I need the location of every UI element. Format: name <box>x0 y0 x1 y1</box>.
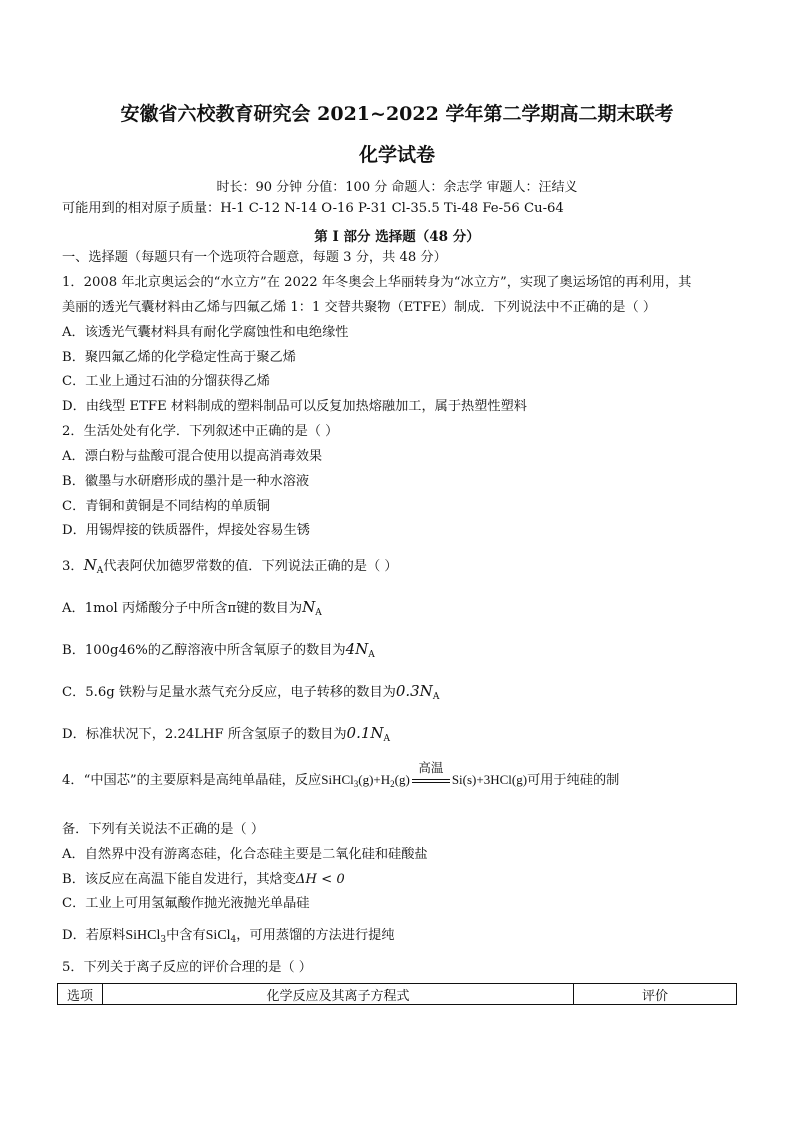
q4-tail-text: 可用于纯硅的制 <box>527 773 620 788</box>
q3-option-d-text: D．标准状况下，2.24LHF 所含氢原子的数目为 <box>62 727 347 742</box>
q3-option-c <box>62 682 439 703</box>
q3-option-d <box>62 724 390 745</box>
q4-option-d-formula2: SiCl <box>205 928 231 943</box>
q4-option-b-value: ΔH < 0 <box>295 872 345 887</box>
q3-option-b-value: 4N <box>345 640 369 658</box>
q2-option-b: B．徽墨与水研磨形成的墨汁是一种水溶液 <box>62 474 310 489</box>
q3-option-a <box>62 598 322 619</box>
q4-option-a: A．自然界中没有游离态硅，化合态硅主要是二氧化硅和硅酸盐 <box>62 847 428 862</box>
q4-eq-reactant2-sub: 2 <box>390 779 395 789</box>
q3-option-a-value: N <box>302 598 316 616</box>
q3-option-b-text: B．100g46%的乙醇溶液中所含氧原子的数目为 <box>62 643 346 658</box>
q4-eq-reactant1: SiHCl <box>321 772 354 787</box>
q3-number: 3． <box>62 559 84 574</box>
q3-option-c-text: C．5.6g 铁粉与足量水蒸气充分反应，电子转移的数目为 <box>62 685 396 700</box>
q3-option-d-value: 0.1N <box>346 724 384 742</box>
table-header-row <box>58 984 737 1005</box>
table-header-cell: 化学反应及其离子方程式 <box>103 984 574 1005</box>
q4-option-d-mid: 中含有 <box>166 928 206 943</box>
q3-option-b-subscript: A <box>368 650 375 660</box>
q1-option-a: A．该透光气囊材料具有耐化学腐蚀性和电绝缘性 <box>62 325 349 340</box>
q3-option-d-subscript: A <box>383 734 391 744</box>
q4-option-b-text: B．该反应在高温下能自发进行，其焓变 <box>62 872 296 887</box>
q1-option-c: C．工业上通过石油的分馏获得乙烯 <box>62 374 270 389</box>
part-title: 第 I 部分 选择题（48 分） <box>314 229 480 245</box>
q4-eq-reactant2-state: (g) <box>394 772 410 787</box>
q1-option-d: D．由线型 ETFE 材料制成的塑料制品可以反复加热熔融加工，属于热塑性塑料 <box>62 399 527 414</box>
q3-option-c-value: 0.3N <box>395 682 433 700</box>
q2-option-a: A．漂白粉与盐酸可混合使用以提高消毒效果 <box>62 449 323 464</box>
q1-stem-line2: 美丽的透光气囊材料由乙烯与四氟乙烯 1：1 交替共聚物（ETFE）制成．下列说法中不正确的是（ ） <box>62 300 657 315</box>
q3-option-a-text: A．1mol 丙烯酸分子中所含π键的数目为 <box>62 601 303 616</box>
q2-stem: 2．生活处处有化学．下列叙述中正确的是（ ） <box>62 424 339 439</box>
q3-na-symbol: N <box>83 556 97 574</box>
q3-option-b <box>62 640 375 661</box>
q3-na-subscript: A <box>96 566 104 576</box>
q5-stem: 5．下列关于离子反应的评价合理的是（ ） <box>62 960 312 975</box>
q4-option-d-formula1: SiHCl <box>125 928 161 943</box>
q3-stem-text: 代表阿伏加德罗常数的值．下列说法正确的是（ ） <box>103 559 398 574</box>
q5-table <box>57 983 737 1005</box>
q4-lead-text: 4．“中国芯”的主要原料是高纯单晶硅，反应 <box>62 773 322 788</box>
q4-eq-reactant1-sub: 3 <box>353 779 359 789</box>
q1-option-b: B．聚四氟乙烯的化学稳定性高于聚乙烯 <box>62 350 296 365</box>
q1-stem-line1: 1．2008 年北京奥运会的“水立方”在 2022 年冬奥会上华丽转身为“冰立方”，实现了奥运场馆的再利用，其 <box>62 275 692 290</box>
q4-stem-line2: 备．下列有关说法不正确的是（ ） <box>62 822 265 837</box>
q3-option-c-subscript: A <box>432 692 440 702</box>
exam-title: 安徽省六校教育研究会 2021~2022 学年第二学期高二期末联考 <box>120 103 674 125</box>
q4-eq-condition: 高温 <box>418 761 444 776</box>
q4-eq-reactant2: (g)+H <box>358 772 391 787</box>
q2-option-d: D．用锡焊接的铁质器件，焊接处容易生锈 <box>62 523 310 538</box>
q4-equation <box>321 761 528 789</box>
q4-stem-line1 <box>62 761 620 790</box>
exam-subtitle: 化学试卷 <box>358 144 435 166</box>
q4-option-d <box>62 928 395 946</box>
exam-meta: 时长：90 分钟 分值：100 分 命题人：余志学 审题人：汪结义 <box>216 180 578 195</box>
q4-option-d-formula1-sub: 3 <box>160 935 167 945</box>
equals-sign-icon <box>412 761 450 788</box>
table-header-cell: 评价 <box>574 984 737 1005</box>
q4-option-d-tail: ，可用蒸馏的方法进行提纯 <box>236 928 395 943</box>
q4-option-d-formula2-sub: 4 <box>230 935 237 945</box>
q3-stem <box>62 556 398 577</box>
q4-option-d-text: D．若原料 <box>62 928 126 943</box>
q3-option-a-subscript: A <box>315 608 322 618</box>
q4-option-c: C．工业上可用氢氟酸作抛光液抛光单晶硅 <box>62 896 310 911</box>
q4-option-b <box>62 872 345 888</box>
atomic-masses: 可能用到的相对原子质量：H-1 C-12 N-14 O-16 P-31 Cl-35.5 Ti-48 Fe-56 Cu-64 <box>62 201 564 216</box>
section-heading: 一、选择题（每题只有一个选项符合题意，每题 3 分，共 48 分） <box>62 250 447 265</box>
q2-option-c: C．青铜和黄铜是不同结构的单质铜 <box>62 499 270 514</box>
table-header-cell: 选项 <box>58 984 103 1005</box>
q4-eq-products: Si(s)+3HCl(g) <box>451 772 528 787</box>
